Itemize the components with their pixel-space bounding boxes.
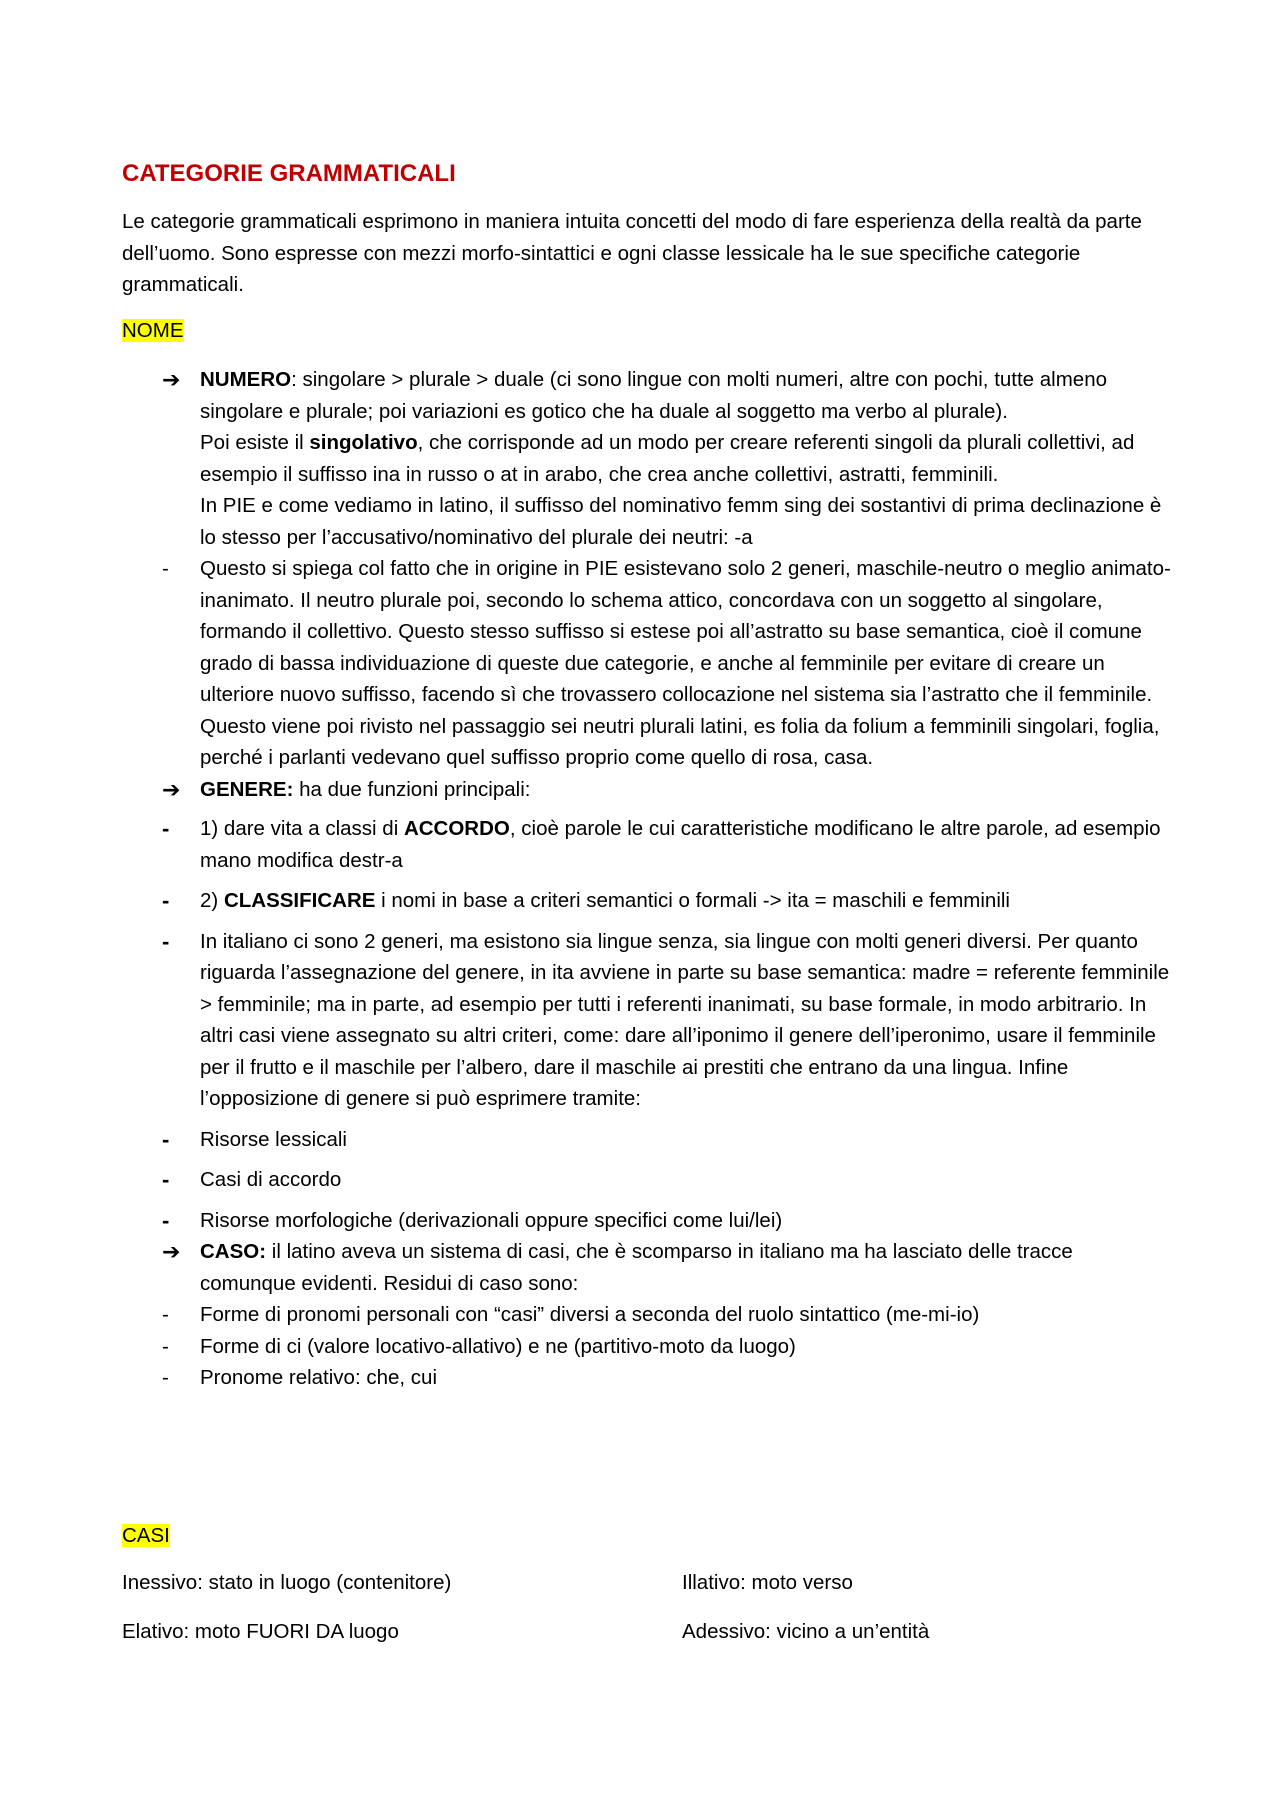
dash-marker: - [162, 1303, 169, 1326]
casi-cell-right: Illativo: moto verso [682, 1571, 853, 1594]
genere-item-5 [122, 1205, 1172, 1237]
right-arrow-icon: ➔ [162, 776, 181, 802]
caso-item-2 [122, 1362, 1172, 1394]
numero-text-2-post: , che corrisponde ad un modo per creare referenti singoli da plurali collettivi, ad esempio il suffisso ina in russo o at in arabo, che crea anche collettivi, astratti, femminili. [200, 431, 1135, 486]
section-heading-casi [122, 1520, 1172, 1552]
genere-item-3-text: Risorse lessicali [200, 1127, 347, 1151]
list-item-numero [122, 364, 1172, 553]
spacer [122, 1394, 1172, 1520]
numero-label: NUMERO [200, 368, 292, 391]
dash-marker: - [162, 557, 169, 580]
genere-item-2-text: In italiano ci sono 2 generi, ma esistono sia lingue senza, sia lingue con molti generi diversi. Per quanto riguarda l’assegnazione del genere, in ita avviene in parte su base semantica: madre = referente femminile > femminile; ma in parte, ad esempio per tutti i referenti inanimati, su base formale, in modo arbitrario. In altri casi viene assegnato su altri criteri, come: dare all’iponimo il genere dell’iperonimo, usare il femminile per il frutto e il maschile per l’albero, dare il maschile ai prestiti che entrano da una lingua. Infine l’opposizione di genere si può esprimere tramite: [200, 929, 1170, 1110]
genere-item-1-post: i nomi in base a criteri semantici o formali -> ita = maschili e femminili [375, 889, 1010, 912]
casi-row [122, 1616, 1172, 1648]
document-content [122, 152, 1172, 1664]
caso-item-0 [122, 1299, 1172, 1331]
right-arrow-icon: ➔ [162, 1239, 181, 1264]
genere-item-0-pre: 1) dare vita a classi di [200, 817, 404, 840]
genere-item-4 [122, 1164, 1172, 1196]
caso-item-0-text: Forme di pronomi personali con “casi” diversi a seconda del ruolo sintattico (me-mi-io) [200, 1303, 980, 1326]
dash-marker: - [162, 928, 170, 954]
casi-cell-left: Elativo: moto FUORI DA luogo [122, 1619, 399, 1643]
numero-text-1: : singolare > plurale > duale (ci sono lingue con molti numeri, altre con pochi, tutte almeno singolare e plurale; poi variazioni es gotico che ha duale al soggetto ma verbo al plurale). [200, 368, 1108, 423]
casi-cell-left: Inessivo: stato in luogo (contenitore) [122, 1571, 452, 1594]
heading-nome-text: NOME [122, 318, 184, 342]
genere-item-4-text: Casi di accordo [200, 1168, 342, 1191]
list-item-numero-dash [122, 553, 1172, 774]
numero-text-2-bold: singolativo [309, 431, 418, 454]
genere-item-1-bold: CLASSIFICARE [223, 889, 376, 912]
intro-paragraph: Le categorie grammaticali esprimono in maniera intuita concetti del modo di fare esperienza della realtà da parte dell’uomo. Sono espresse con mezzi morfo-sintattici e ogni classe lessicale ha le sue specifiche categorie grammaticali. [122, 210, 1142, 296]
dash-marker: - [162, 1167, 170, 1192]
dash-marker: - [162, 1126, 170, 1152]
section-heading-nome [122, 315, 1172, 347]
numero-dash-text-1: Questo si spiega col fatto che in origine in PIE esistevano solo 2 generi, maschile-neutro o meglio animato-inanimato. Il neutro plurale poi, secondo lo schema attico, concordava con un soggetto al singolare, formando il collettivo. Questo stesso suffisso si estese poi all’astratto su base semantica, cioè il comune grado di bassa individuazione di queste due categorie, e anche al femminile per evitare di creare un ulteriore nuovo suffisso, facendo sì che trovassero collocazione nel sistema sia l’astratto che il femminile. [200, 557, 1171, 706]
genere-text: ha due funzioni principali: [293, 777, 531, 801]
genere-item-2 [122, 926, 1172, 1115]
list-item-caso [122, 1236, 1172, 1299]
right-arrow-icon: ➔ [162, 367, 181, 392]
dash-marker: - [162, 1207, 170, 1233]
dash-marker: - [162, 888, 170, 913]
dash-marker: - [162, 1366, 169, 1389]
dash-marker: - [162, 816, 170, 841]
genere-item-0 [122, 813, 1172, 876]
numero-text-2-pre: Poi esiste il [200, 431, 310, 454]
genere-item-1-pre: 2) [200, 889, 224, 912]
genere-label: GENERE: [200, 777, 294, 801]
caso-item-1-text: Forme di ci (valore locativo-allativo) e ne (partitivo-moto da luogo) [200, 1334, 796, 1358]
page-title: CATEGORIE GRAMMATICALI [122, 160, 456, 187]
numero-text-3: In PIE e come vediamo in latino, il suffisso del nominativo femm sing dei sostantivi di prima declinazione è lo stesso per l’accusativo/nominativo del plurale dei neutri: -a [200, 494, 1162, 549]
list-item-genere [122, 774, 1172, 806]
genere-item-3 [122, 1124, 1172, 1156]
dash-marker: - [162, 1334, 169, 1358]
heading-casi-text: CASI [122, 1523, 170, 1547]
casi-cell-right: Adessivo: vicino a un’entità [682, 1619, 930, 1643]
genere-item-5-text: Risorse morfologiche (derivazionali oppure specifici come lui/lei) [200, 1208, 783, 1232]
genere-item-1 [122, 885, 1172, 917]
caso-item-2-text: Pronome relativo: che, cui [200, 1366, 438, 1389]
genere-item-0-post: , cioè parole le cui caratteristiche modificano le altre parole, ad esempio mano modifica destr-a [200, 817, 1161, 872]
caso-item-1 [122, 1331, 1172, 1363]
caso-text: il latino aveva un sistema di casi, che è scomparso in italiano ma ha lasciato delle tracce comunque evidenti. Residui di caso sono: [200, 1240, 1073, 1295]
caso-label: CASO: [200, 1240, 267, 1263]
casi-row [122, 1567, 1172, 1599]
numero-dash-text-2: Questo viene poi rivisto nel passaggio sei neutri plurali latini, es folia da folium a femminili singolari, foglia, perché i parlanti vedevano quel suffisso proprio come quello di rosa, casa. [200, 714, 1160, 769]
genere-item-0-bold: ACCORDO [403, 817, 510, 840]
